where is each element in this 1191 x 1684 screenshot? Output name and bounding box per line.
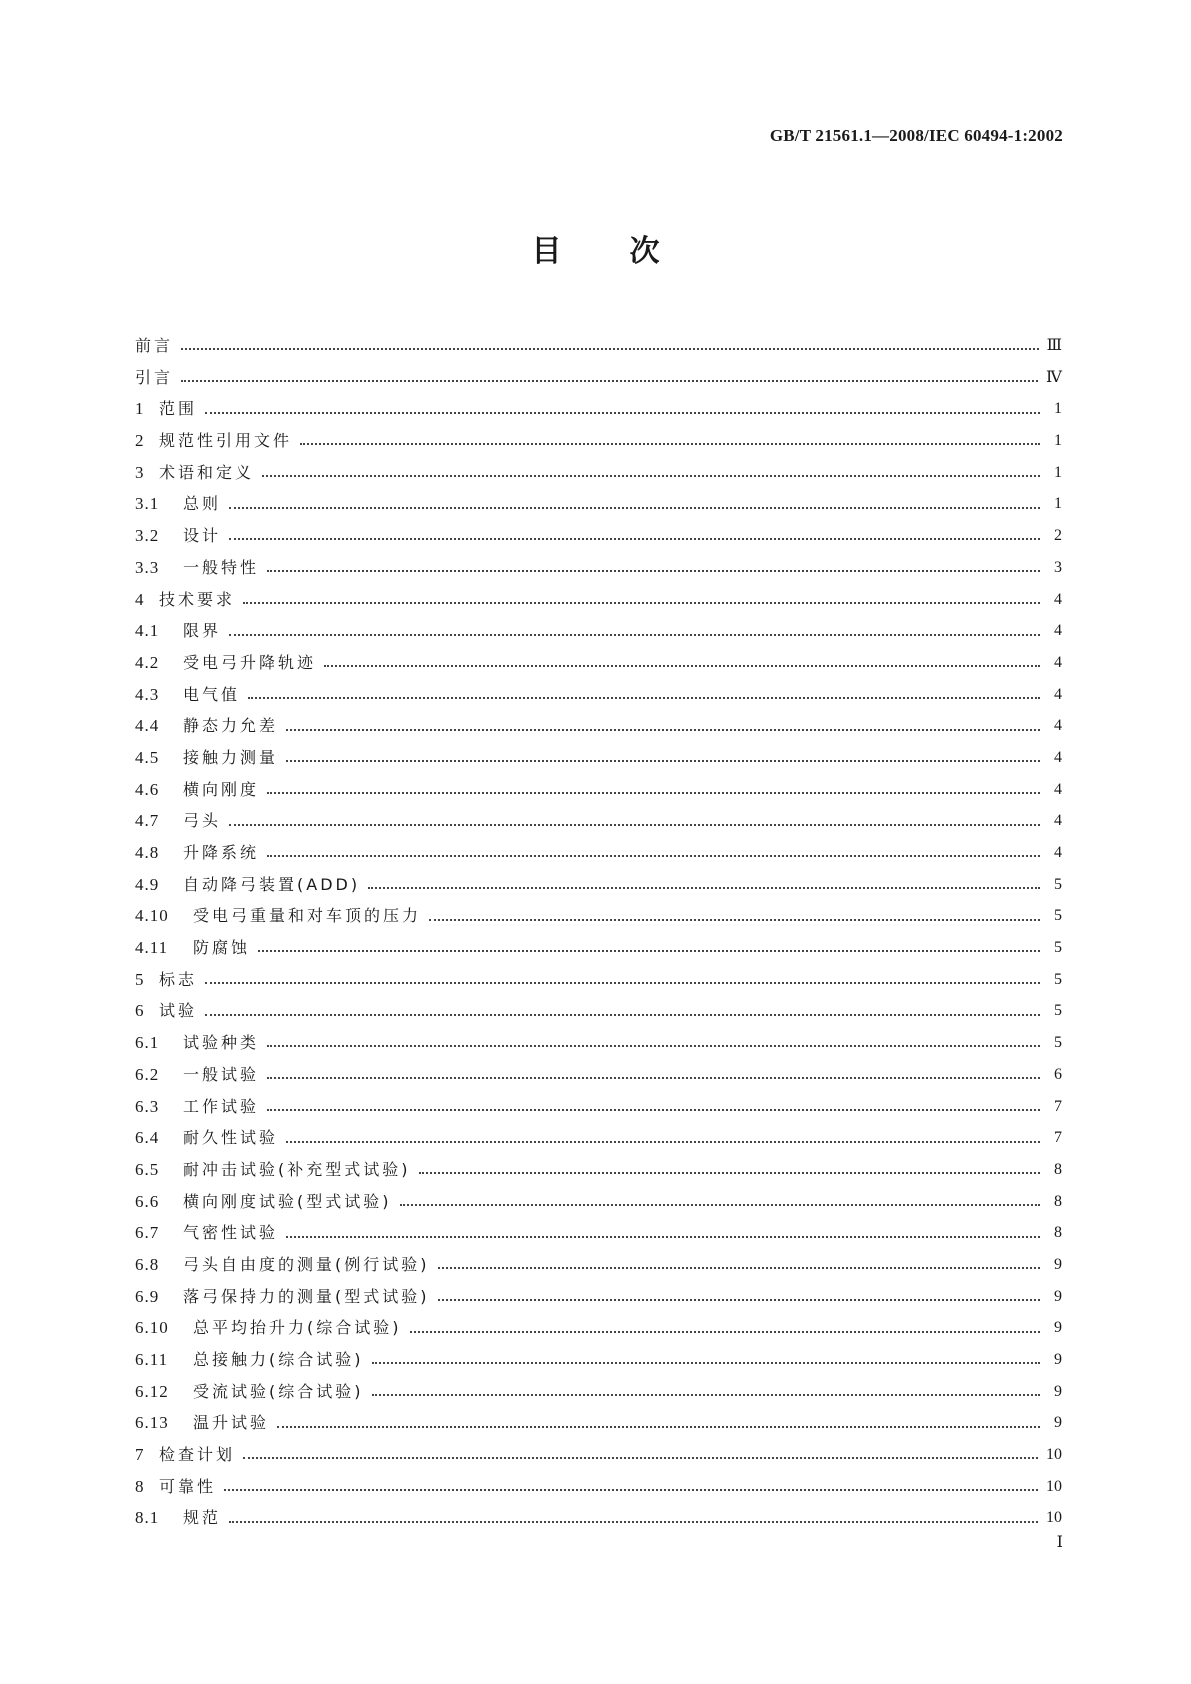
- toc-dot-leader: [286, 1140, 1040, 1143]
- toc-dot-leader: [324, 664, 1040, 667]
- toc-entry[interactable]: [135, 1122, 1062, 1154]
- toc-entry[interactable]: [135, 1439, 1062, 1471]
- toc-entry-title: 落弓保持力的测量(型式试验): [183, 1286, 430, 1306]
- toc-dot-leader: [181, 379, 1038, 382]
- toc-entry-page: 10: [1046, 1446, 1062, 1464]
- toc-entry[interactable]: [135, 647, 1062, 679]
- toc-entry-page: 5: [1054, 970, 1062, 988]
- toc-entry-number: 3.3: [135, 557, 160, 577]
- toc-entry-page: 4: [1054, 717, 1062, 735]
- toc-entry-title: 工作试验: [183, 1096, 260, 1116]
- toc-dot-leader: [258, 949, 1040, 952]
- toc-entry-title: 引言: [135, 367, 174, 387]
- toc-entry[interactable]: [135, 805, 1062, 837]
- toc-entry[interactable]: [135, 869, 1062, 901]
- toc-entry-number: 4.11: [135, 938, 169, 958]
- toc-entry-number: 3.2: [135, 526, 160, 546]
- toc-entry-number: 6: [135, 1001, 145, 1021]
- toc-entry-page: 6: [1054, 1065, 1062, 1083]
- toc-entry-title: 设计: [183, 526, 222, 546]
- toc-entry-title: 标志: [159, 969, 198, 989]
- toc-entry-title: 电气值: [183, 684, 241, 704]
- toc-entry-number: 2: [135, 431, 145, 451]
- toc-entry[interactable]: [135, 774, 1062, 806]
- toc-entry-number: 6.12: [135, 1381, 169, 1401]
- toc-entry-title: 试验: [159, 1001, 198, 1021]
- toc-dot-leader: [286, 759, 1040, 762]
- toc-dot-leader: [286, 1235, 1040, 1238]
- toc-entry-number: 1: [135, 399, 145, 419]
- toc-entry[interactable]: [135, 837, 1062, 869]
- toc-entry-page: 4: [1054, 812, 1062, 830]
- toc-entry-number: 6.2: [135, 1064, 160, 1084]
- toc-entry-page: 5: [1054, 939, 1062, 957]
- toc-entry-number: 4.3: [135, 684, 160, 704]
- toc-entry-number: 5: [135, 969, 145, 989]
- toc-entry-page: 10: [1046, 1509, 1062, 1527]
- toc-dot-leader: [410, 1330, 1041, 1333]
- toc-entry-title: 范围: [159, 399, 198, 419]
- toc-entry[interactable]: [135, 742, 1062, 774]
- toc-dot-leader: [267, 1044, 1040, 1047]
- toc-entry-number: 4.8: [135, 843, 160, 862]
- toc-entry-title: 一般特性: [183, 557, 260, 577]
- toc-entry-number: 8.1: [135, 1508, 160, 1528]
- toc-entry-title: 检查计划: [159, 1445, 236, 1465]
- toc-entry[interactable]: [135, 520, 1062, 552]
- toc-entry[interactable]: [135, 425, 1062, 457]
- toc-entry-page: Ⅲ: [1046, 337, 1062, 354]
- toc-entry-title: 试验种类: [183, 1033, 260, 1053]
- toc-dot-leader: [243, 1456, 1038, 1459]
- toc-entry-page: 1: [1054, 432, 1062, 450]
- toc-dot-leader: [229, 506, 1040, 509]
- toc-dot-leader: [267, 1108, 1040, 1111]
- toc-entry-number: 7: [135, 1445, 145, 1465]
- toc-dot-leader: [181, 347, 1039, 350]
- toc-entry-number: 4.6: [135, 779, 160, 799]
- toc-entry[interactable]: [135, 1249, 1062, 1281]
- toc-entry[interactable]: [135, 1154, 1062, 1186]
- toc-entry-title: 横向刚度: [183, 779, 260, 799]
- toc-dot-leader: [429, 918, 1040, 921]
- toc-entry[interactable]: [135, 995, 1062, 1027]
- toc-dot-leader: [368, 886, 1040, 889]
- toc-entry-page: 9: [1054, 1382, 1062, 1400]
- toc-entry[interactable]: [135, 932, 1062, 964]
- toc-entry[interactable]: [135, 1281, 1062, 1313]
- toc-entry-page: 4: [1054, 685, 1062, 703]
- toc-entry[interactable]: [135, 710, 1062, 742]
- toc-entry-page: 10: [1046, 1477, 1062, 1495]
- toc-entry-number: 4.10: [135, 906, 169, 926]
- toc-entry-page: 5: [1054, 875, 1062, 893]
- toc-entry-number: 6.9: [135, 1286, 160, 1306]
- toc-dot-leader: [224, 1488, 1038, 1491]
- toc-dot-leader: [372, 1361, 1041, 1364]
- toc-dot-leader: [243, 601, 1040, 604]
- toc-entry[interactable]: [135, 964, 1062, 996]
- toc-entry[interactable]: [135, 1091, 1062, 1123]
- toc-entry[interactable]: [135, 679, 1062, 711]
- toc-entry-title: 术语和定义: [159, 462, 255, 482]
- toc-entry-page: 4: [1054, 590, 1062, 608]
- standard-code-header: GB/T 21561.1—2008/IEC 60494-1:2002: [769, 126, 1063, 145]
- toc-entry-number: 6.1: [135, 1033, 160, 1053]
- toc-entry[interactable]: [135, 1186, 1062, 1218]
- toc-entry-page: 8: [1054, 1192, 1062, 1210]
- toc-entry-page: 4: [1054, 844, 1062, 861]
- toc-entry[interactable]: [135, 330, 1062, 362]
- toc-dot-leader: [205, 981, 1040, 984]
- toc-entry[interactable]: [135, 1407, 1062, 1439]
- toc-dot-leader: [205, 1013, 1040, 1016]
- toc-heading: 目次: [531, 234, 728, 269]
- toc-entry-number: 4.7: [135, 811, 160, 831]
- toc-entry-page: 3: [1054, 558, 1062, 576]
- toc-entry-page: 4: [1054, 780, 1062, 798]
- toc-entry-number: 6.13: [135, 1413, 169, 1433]
- toc-entry[interactable]: [135, 1502, 1062, 1534]
- toc-entry-page: 4: [1054, 622, 1062, 640]
- toc-entry-title: 静态力允差: [183, 716, 279, 736]
- toc-entry-title: 限界: [183, 621, 222, 641]
- toc-entry[interactable]: [135, 488, 1062, 520]
- toc-entry-number: 4.4: [135, 716, 160, 736]
- toc-entry-page: 1: [1054, 495, 1062, 513]
- toc-entry-title: 规范: [183, 1508, 222, 1528]
- toc-entry-title: 横向刚度试验(型式试验): [183, 1191, 392, 1211]
- toc-dot-leader: [419, 1171, 1041, 1174]
- toc-dot-leader: [277, 1425, 1040, 1428]
- toc-dot-leader: [267, 854, 1040, 857]
- toc-entry-title: 总平均抬升力(综合试验): [193, 1318, 402, 1338]
- toc-entry[interactable]: [135, 1376, 1062, 1408]
- toc-entry-number: 6.8: [135, 1254, 160, 1274]
- toc-entry-page: 5: [1054, 1002, 1062, 1020]
- toc-entry-page: 5: [1054, 907, 1062, 925]
- toc-dot-leader: [267, 569, 1040, 572]
- toc-entry-number: 4.5: [135, 747, 160, 767]
- toc-dot-leader: [248, 696, 1040, 699]
- page-number: Ⅰ: [1056, 1534, 1063, 1551]
- toc-entry-number: 3.1: [135, 494, 160, 514]
- toc-dot-leader: [267, 1076, 1040, 1079]
- toc-dot-leader: [300, 442, 1040, 445]
- toc-dot-leader: [372, 1393, 1041, 1396]
- toc-entry-page: 5: [1054, 1034, 1062, 1052]
- toc-entry-title: 防腐蚀: [193, 938, 251, 958]
- toc-entry-title: 技术要求: [159, 589, 236, 609]
- toc-entry[interactable]: [135, 615, 1062, 647]
- toc-entry-page: 1: [1054, 463, 1062, 481]
- toc-dot-leader: [229, 823, 1040, 826]
- toc-entry-title: 弓头自由度的测量(例行试验): [183, 1254, 430, 1274]
- toc-entry[interactable]: [135, 1059, 1062, 1091]
- toc-entry-title: 气密性试验: [183, 1223, 279, 1243]
- toc-entry-page: 9: [1054, 1414, 1062, 1432]
- toc-entry[interactable]: [135, 1027, 1062, 1059]
- toc-dot-leader: [205, 411, 1040, 414]
- toc-entry[interactable]: [135, 1312, 1062, 1344]
- toc-entry-page: 4: [1054, 748, 1062, 766]
- toc-entry-number: 6.4: [135, 1128, 160, 1148]
- toc-entry-number: 6.11: [135, 1350, 169, 1369]
- toc-entry-page: 9: [1054, 1255, 1062, 1273]
- toc-dot-leader: [438, 1266, 1041, 1269]
- toc-entry-page: 8: [1054, 1224, 1062, 1242]
- toc-dot-leader: [400, 1203, 1041, 1206]
- toc-entry[interactable]: [135, 1217, 1062, 1249]
- toc-entry-title: 总接触力(综合试验): [193, 1350, 364, 1369]
- toc-entry-page: 7: [1054, 1097, 1062, 1115]
- toc-dot-leader: [267, 791, 1040, 794]
- toc-entry-title: 自动降弓装置(ADD): [183, 874, 361, 894]
- toc-dot-leader: [286, 728, 1040, 731]
- toc-dot-leader: [438, 1298, 1041, 1301]
- toc-entry-title: 前言: [135, 336, 174, 355]
- toc-entry-number: 6.3: [135, 1096, 160, 1116]
- toc-entry[interactable]: [135, 1471, 1062, 1503]
- toc-entry-title: 接触力测量: [183, 747, 279, 767]
- toc-entry-page: Ⅳ: [1046, 368, 1062, 386]
- toc-entry-title: 总则: [183, 494, 222, 514]
- toc-dot-leader: [229, 537, 1040, 540]
- toc-entry-number: 4.2: [135, 652, 160, 672]
- toc-entry-title: 升降系统: [183, 843, 260, 862]
- toc-entry-page: 4: [1054, 653, 1062, 671]
- toc-entry-title: 受流试验(综合试验): [193, 1381, 364, 1401]
- toc-entry-number: 4.1: [135, 621, 160, 641]
- toc-entry[interactable]: [135, 900, 1062, 932]
- toc-entry-title: 耐冲击试验(补充型式试验): [183, 1159, 411, 1179]
- toc-dot-leader: [229, 1520, 1038, 1523]
- toc-entry-page: 7: [1054, 1129, 1062, 1147]
- toc-entry-title: 弓头: [183, 811, 222, 831]
- toc-entry-number: 8: [135, 1476, 145, 1496]
- toc-entry-number: 4: [135, 589, 145, 609]
- toc-entry[interactable]: [135, 457, 1062, 489]
- toc-entry-number: 6.6: [135, 1191, 160, 1211]
- toc-entry-title: 受电弓升降轨迹: [183, 652, 317, 672]
- toc-entry-number: 3: [135, 462, 145, 482]
- toc-entry-number: 6.5: [135, 1159, 160, 1179]
- toc-entry-page: 9: [1054, 1319, 1062, 1337]
- toc-dot-leader: [229, 633, 1040, 636]
- toc-entry[interactable]: [135, 1344, 1062, 1376]
- toc-entry-number: 4.9: [135, 874, 160, 894]
- table-of-contents: [135, 330, 1062, 1534]
- toc-entry-title: 受电弓重量和对车顶的压力: [193, 906, 422, 926]
- toc-entry[interactable]: [135, 552, 1062, 584]
- toc-entry-page: 9: [1054, 1351, 1062, 1368]
- toc-entry[interactable]: [135, 362, 1062, 394]
- toc-entry-title: 温升试验: [193, 1413, 270, 1433]
- toc-entry-title: 一般试验: [183, 1064, 260, 1084]
- toc-entry-title: 耐久性试验: [183, 1128, 279, 1148]
- toc-entry-title: 规范性引用文件: [159, 431, 293, 451]
- toc-entry-page: 1: [1054, 400, 1062, 418]
- toc-entry-page: 2: [1054, 527, 1062, 545]
- toc-entry-title: 可靠性: [159, 1476, 217, 1496]
- toc-entry-page: 9: [1054, 1287, 1062, 1305]
- toc-entry[interactable]: [135, 584, 1062, 616]
- toc-entry[interactable]: [135, 393, 1062, 425]
- toc-dot-leader: [262, 474, 1040, 477]
- toc-entry-page: 8: [1054, 1160, 1062, 1178]
- toc-entry-number: 6.10: [135, 1318, 169, 1338]
- toc-entry-number: 6.7: [135, 1223, 160, 1243]
